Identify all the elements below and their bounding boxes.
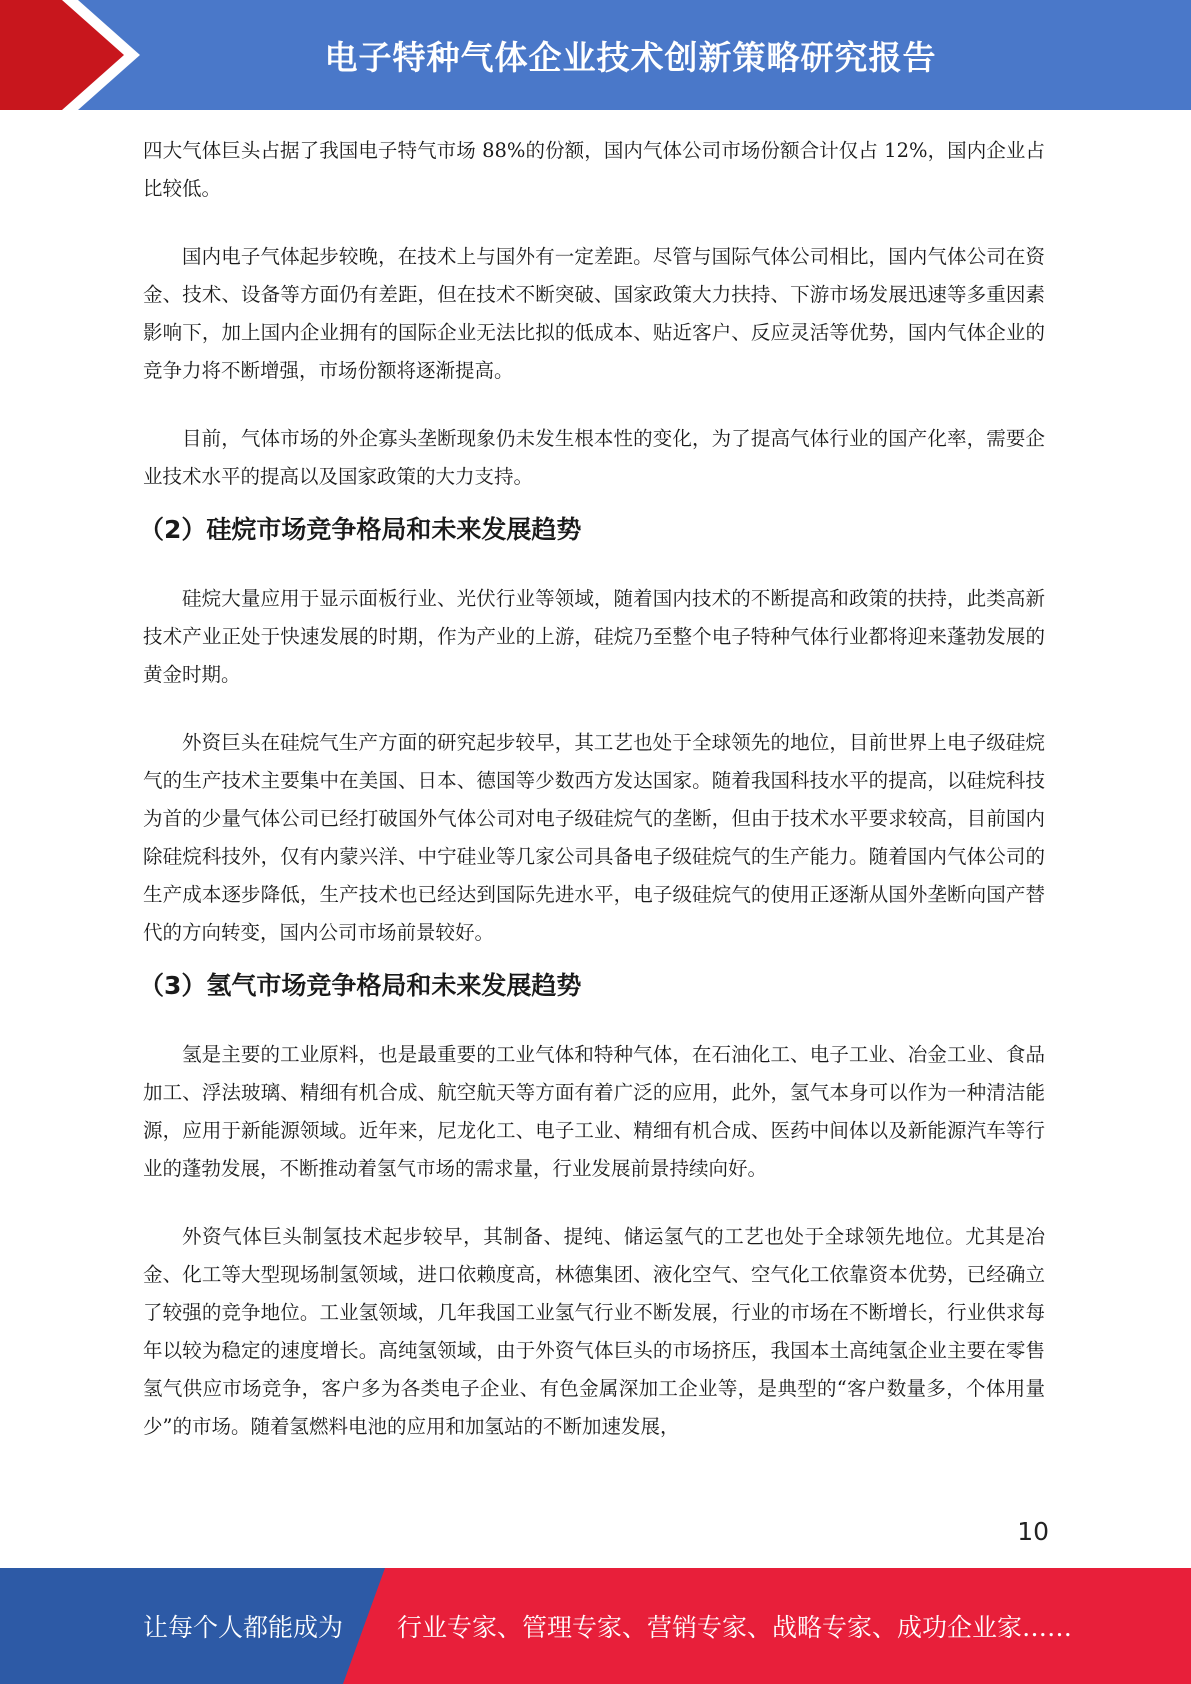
page-footer	[0, 1568, 1191, 1684]
page-number: 10	[1017, 1517, 1049, 1546]
paragraph-6: 氢是主要的工业原料，也是最重要的工业气体和特种气体，在石油化工、电子工业、冶金工业、食品加工、浮法玻璃、精细有机合成、航空航天等方面有着广泛的应用，此外，氢气本身可以作为一种清洁能源，应用于新能源领域。近年来，尼龙化工、电子工业、精细有机合成、医药中间体以及新能源汽车等行业的蓬勃发展，不断推动着氢气市场的需求量，行业发展前景持续向好。	[143, 1043, 1045, 1180]
footer-slogan-left: 让每个人都能成为	[143, 1613, 344, 1642]
document-body	[139, 132, 1045, 1446]
paragraph-1: 四大气体巨头占据了我国电子特气市场 88%的份额，国内气体公司市场份额合计仅占 12%，国内企业占比较低。	[143, 139, 1045, 200]
report-title: 电子特种气体企业技术创新策略研究报告	[324, 37, 937, 77]
section-heading-hydrogen: （3）氢气市场竞争格局和未来发展趋势	[139, 971, 582, 1000]
paragraph-4: 硅烷大量应用于显示面板行业、光伏行业等领域，随着国内技术的不断提高和政策的扶持，此类高新技术产业正处于快速发展的时期，作为产业的上游，硅烷乃至整个电子特种气体行业都将迎来蓬勃发展的黄金时期。	[143, 587, 1045, 686]
paragraph-7: 外资气体巨头制氢技术起步较早，其制备、提纯、储运氢气的工艺也处于全球领先地位。尤其是冶金、化工等大型现场制氢领域，进口依赖度高，林德集团、液化空气、空气化工依靠资本优势，已经确立了较强的竞争地位。工业氢领域，几年我国工业氢气行业不断发展，行业的市场在不断增长，行业供求每年以较为稳定的速度增长。高纯氢领域，由于外资气体巨头的市场挤压，我国本土高纯氢企业主要在零售氢气供应市场竞争，客户多为各类电子企业、有色金属深加工企业等，是典型的“客户数量多，个体用量少”的市场。随着氢燃料电池的应用和加氢站的不断加速发展，	[143, 1225, 1045, 1438]
section-heading-silane: （2）硅烷市场竞争格局和未来发展趋势	[139, 515, 582, 544]
paragraph-2: 国内电子气体起步较晚，在技术上与国外有一定差距。尽管与国际气体公司相比，国内气体公司在资金、技术、设备等方面仍有差距，但在技术不断突破、国家政策大力扶持、下游市场发展迅速等多重因素影响下，加上国内企业拥有的国际企业无法比拟的低成本、贴近客户、反应灵活等优势，国内气体企业的竞争力将不断增强，市场份额将逐渐提高。	[143, 245, 1045, 382]
paragraph-3: 目前，气体市场的外企寡头垄断现象仍未发生根本性的变化，为了提高气体行业的国产化率，需要企业技术水平的提高以及国家政策的大力支持。	[143, 427, 1045, 488]
page-header	[0, 0, 1191, 110]
paragraph-5: 外资巨头在硅烷气生产方面的研究起步较早，其工艺也处于全球领先的地位，目前世界上电子级硅烷气的生产技术主要集中在美国、日本、德国等少数西方发达国家。随着我国科技水平的提高，以硅烷科技为首的少量气体公司已经打破国外气体公司对电子级硅烷气的垄断，但由于技术水平要求较高，目前国内除硅烷科技外，仅有内蒙兴洋、中宁硅业等几家公司具备电子级硅烷气的生产能力。随着国内气体公司的生产成本逐步降低，生产技术也已经达到国际先进水平，电子级硅烷气的使用正逐渐从国外垄断向国产替代的方向转变，国内公司市场前景较好。	[143, 731, 1045, 944]
footer-slogan-right: 行业专家、管理专家、营销专家、战略专家、成功企业家……	[397, 1613, 1073, 1642]
